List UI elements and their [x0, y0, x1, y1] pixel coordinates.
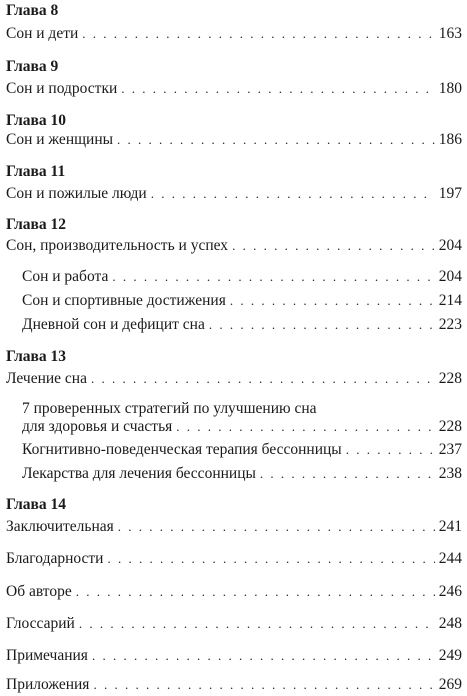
- toc-entry[interactable]: [6, 583, 462, 601]
- toc-entry-label: Об авторе: [6, 583, 72, 600]
- toc-subentry-page: 214: [438, 292, 462, 309]
- toc-entry-page: 246: [438, 583, 462, 600]
- toc-entry-page: 163: [438, 25, 462, 42]
- toc-entry-page: 241: [438, 518, 462, 535]
- dot-leader: [346, 441, 435, 459]
- toc-entry-label: Сон, производительность и успех: [6, 237, 229, 254]
- dot-leader: [230, 292, 435, 310]
- toc-entry-page: 269: [438, 676, 462, 693]
- toc-entry-page: 244: [438, 550, 462, 567]
- toc-entry-label: Глоссарий: [6, 615, 75, 632]
- dot-leader: [117, 131, 435, 149]
- toc-subentry-page: 238: [438, 465, 462, 482]
- toc-subentry-page: 237: [438, 441, 462, 458]
- toc-entry-page: 204: [438, 237, 462, 254]
- dot-leader: [118, 518, 435, 536]
- toc-entry-page: 197: [438, 185, 462, 202]
- toc-subentry-page: 223: [438, 316, 462, 333]
- toc-entry-label: Благодарности: [6, 550, 104, 567]
- toc-entry[interactable]: [6, 80, 462, 98]
- toc-entry-label: Сон и дети: [6, 25, 79, 42]
- toc-subentry-label: Лекарства для лечения бессонницы: [22, 465, 256, 482]
- toc-subentry-label: Дневной сон и дефицит сна: [22, 316, 205, 333]
- dot-leader: [121, 80, 434, 98]
- dot-leader: [79, 615, 435, 633]
- toc-entry[interactable]: [6, 370, 462, 388]
- toc-subentry-label-line1: 7 проверенных стратегий по улучшению сна: [22, 400, 317, 417]
- toc-entry[interactable]: [6, 185, 462, 203]
- dot-leader: [76, 583, 435, 601]
- toc-entry-page: 249: [438, 647, 462, 664]
- dot-leader: [112, 268, 434, 286]
- toc-entry-label: Сон и женщины: [6, 131, 114, 148]
- chapter-8-title: Глава 8: [6, 2, 59, 19]
- toc-entry[interactable]: [6, 237, 462, 255]
- chapter-13-title: Глава 13: [6, 348, 67, 365]
- toc-subentry-label: Сон и спортивные достижения: [22, 292, 226, 309]
- toc-subentry[interactable]: [22, 418, 462, 436]
- toc-entry-label: Лечение сна: [6, 370, 87, 387]
- toc-subentry[interactable]: [22, 292, 462, 310]
- toc-entry[interactable]: [6, 550, 462, 568]
- toc-subentry-label: Когнитивно-поведенческая терапия бессонницы: [22, 441, 342, 458]
- toc-entry[interactable]: [6, 25, 462, 43]
- dot-leader: [93, 676, 434, 694]
- dot-leader: [151, 185, 435, 203]
- toc-subentry[interactable]: [22, 316, 462, 334]
- toc-subentry-label: для здоровья и счастья: [22, 418, 173, 435]
- toc-entry-label: Заключительная: [6, 518, 114, 535]
- dot-leader: [209, 316, 435, 334]
- chapter-9-title: Глава 9: [6, 58, 59, 75]
- toc-entry-label: Сон и пожилые люди: [6, 185, 147, 202]
- dot-leader: [92, 647, 435, 665]
- toc-subentry[interactable]: [22, 441, 462, 459]
- toc-entry-label: Приложения: [6, 676, 90, 693]
- dot-leader: [91, 370, 435, 388]
- toc-entry[interactable]: [6, 615, 462, 633]
- chapter-14-title: Глава 14: [6, 496, 67, 513]
- toc-subentry[interactable]: [22, 465, 462, 483]
- toc-entry-page: 186: [438, 131, 462, 148]
- toc-entry-label: Сон и подростки: [6, 80, 118, 97]
- chapter-10-title: Глава 10: [6, 112, 67, 129]
- toc-entry[interactable]: [6, 676, 462, 694]
- toc-subentry-label: Сон и работа: [22, 268, 109, 285]
- chapter-12-title: Глава 12: [6, 216, 67, 233]
- dot-leader: [82, 25, 434, 43]
- toc-subentry-page: 228: [438, 418, 462, 435]
- dot-leader: [232, 237, 435, 255]
- toc-subentry[interactable]: [22, 268, 462, 286]
- toc-entry-page: 248: [438, 615, 462, 632]
- toc-subentry-page: 204: [438, 268, 462, 285]
- dot-leader: [176, 418, 434, 436]
- dot-leader: [260, 465, 435, 483]
- toc-entry-page: 228: [438, 370, 462, 387]
- dot-leader: [107, 550, 434, 568]
- toc-entry[interactable]: [6, 647, 462, 665]
- toc-entry[interactable]: [6, 131, 462, 149]
- chapter-11-title: Глава 11: [6, 163, 66, 180]
- toc-entry[interactable]: [6, 518, 462, 536]
- toc-entry-label: Примечания: [6, 647, 88, 664]
- toc-entry-page: 180: [438, 80, 462, 97]
